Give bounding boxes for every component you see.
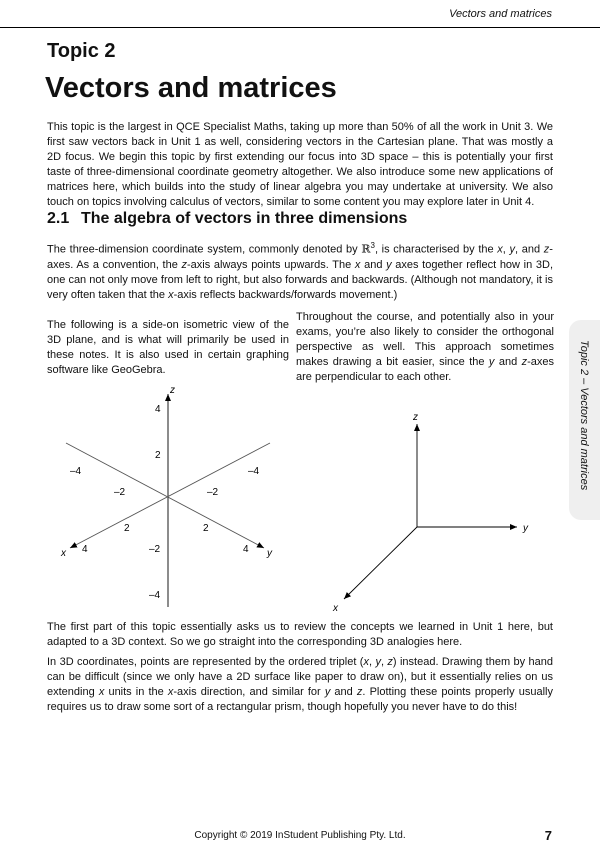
side-tab-label: Topic 2 – Vectors and matrices (578, 340, 590, 491)
math-var: z (181, 258, 188, 271)
text-run: The three-dimension coordinate system, commonly denoted by (47, 243, 362, 256)
points-paragraph (47, 655, 553, 715)
iso-tick-x-neg4: –4 (248, 466, 260, 477)
after-diagram-paragraph: The first part of this topic essentially asks us to review the concepts we learned in Unit 1 here, but adapted to a 3D context. So we go straight into the corresponding 3D analogies here. (47, 621, 553, 649)
running-header: Vectors and matrices (449, 8, 552, 20)
footer-copyright: Copyright © 2019 InStudent Publishing Pty. Ltd. (194, 830, 406, 841)
math-var: z (543, 243, 550, 256)
left-column-paragraph: The following is a side-on isometric view of the 3D plane, and is what will primarily be used in these notes. It is also used in certain graphing software like GeoGebra. (47, 319, 289, 377)
text-run: Throughout the course, and potentially also in your exams, you’re also likely to consider the orthogonal perspective as well. This approach sometimes makes drawing a bit easier, since the (296, 311, 554, 369)
iso-tick-x-neg2: –2 (207, 487, 219, 498)
section-title: The algebra of vectors in three dimensions (81, 210, 408, 227)
math-var: x (167, 686, 174, 699)
ortho-x-label: x (333, 603, 338, 614)
section-number: 2.1 (47, 210, 70, 227)
math-var: x (98, 686, 105, 699)
math-var: z (521, 356, 528, 369)
text-run: , and (515, 243, 544, 256)
iso-tick-y-4: 4 (243, 544, 249, 555)
math-var: z (387, 656, 393, 668)
text-run: and (360, 258, 387, 271)
math-var: x (168, 288, 174, 301)
text-run: units in the (104, 686, 168, 699)
ortho-z-label: z (413, 412, 418, 423)
math-var: y (324, 686, 331, 699)
topic-label: Topic 2 (47, 40, 116, 62)
text-run: ) instead. Drawing them by hand can be difficult (since we only have a 2D surface like paper to draw on), but it essentially relies on us extending (47, 656, 553, 699)
x-axis-line (70, 443, 270, 548)
iso-tick-x-2: 2 (124, 523, 130, 534)
iso-tick-y-2: 2 (203, 523, 209, 534)
math-var: y (509, 243, 516, 256)
text-run: and (330, 686, 357, 699)
iso-tick-y-neg2: –2 (114, 487, 126, 498)
math-var: x (363, 656, 369, 668)
iso-y-label: y (267, 548, 272, 559)
text-run: -axes are perpendicular to each other. (296, 356, 555, 384)
text-run: -axis always points upwards. The (187, 258, 355, 271)
reals-symbol: ℝ (361, 242, 371, 256)
math-var: x (497, 243, 503, 256)
text-run: -axes. As a convention, the (47, 243, 553, 271)
ortho-x-axis-line (344, 527, 417, 599)
iso-tick-z-neg2: –2 (149, 544, 161, 555)
text-run: In 3D coordinates, points are represented by the ordered triplet ( (47, 656, 364, 668)
iso-tick-y-neg4: –4 (70, 466, 82, 477)
topic-title: Vectors and matrices (45, 72, 337, 104)
page-number: 7 (544, 828, 552, 843)
text-run: . Plotting these points properly usually requires us to draw some sort of a rectangular prism, though hopefully you never have to do this! (47, 686, 553, 714)
math-var: x (354, 258, 361, 271)
iso-tick-z-neg4: –4 (149, 590, 161, 601)
text-run: -axis reflects backwards/forwards movement.) (173, 288, 398, 301)
iso-tick-z-4: 4 (155, 404, 161, 415)
math-var: z (356, 686, 363, 699)
text-run: , (502, 243, 510, 256)
text-run: , (380, 656, 388, 668)
text-run: axes together reflect how in 3D, one can not only move from left to right, but also forwards and backwards. (Although not mandatory, it is very often taken that the (47, 258, 553, 301)
iso-z-label: z (170, 385, 175, 396)
orthogonal-axes-diagram (332, 412, 529, 614)
text-run: , is characterised by the (374, 243, 498, 256)
superscript: 3 (370, 241, 375, 250)
iso-tick-z-2: 2 (155, 450, 161, 461)
ortho-y-label: y (523, 523, 528, 534)
intro-paragraph: This topic is the largest in QCE Specialist Maths, taking up more than 50% of all the work in Unit 3. We first saw vectors back in Unit 1 as well, considering vectors in the Cartesian plane. That was mostly a 2D focus. We begin this topic by first extending our focus into 3D space – this is potentially your first taste of three-dimensional coordinate geometry altogether. We also introduce some new applications of matrices here, which builds into the study of linear algebra you may undertake at university. We also touch on topics involving calculus of vectors, similar to some content you may explore later in Unit 4. (47, 121, 553, 209)
text-run: and (494, 356, 522, 369)
math-var: y (488, 356, 495, 369)
text-run: -axis direction, and similar for (173, 686, 325, 699)
math-var: y (386, 258, 392, 271)
iso-x-label: x (61, 548, 66, 559)
y-axis-line (66, 443, 264, 548)
iso-tick-x-4: 4 (82, 544, 88, 555)
math-var: y (375, 656, 381, 668)
text-run: , (368, 656, 376, 668)
